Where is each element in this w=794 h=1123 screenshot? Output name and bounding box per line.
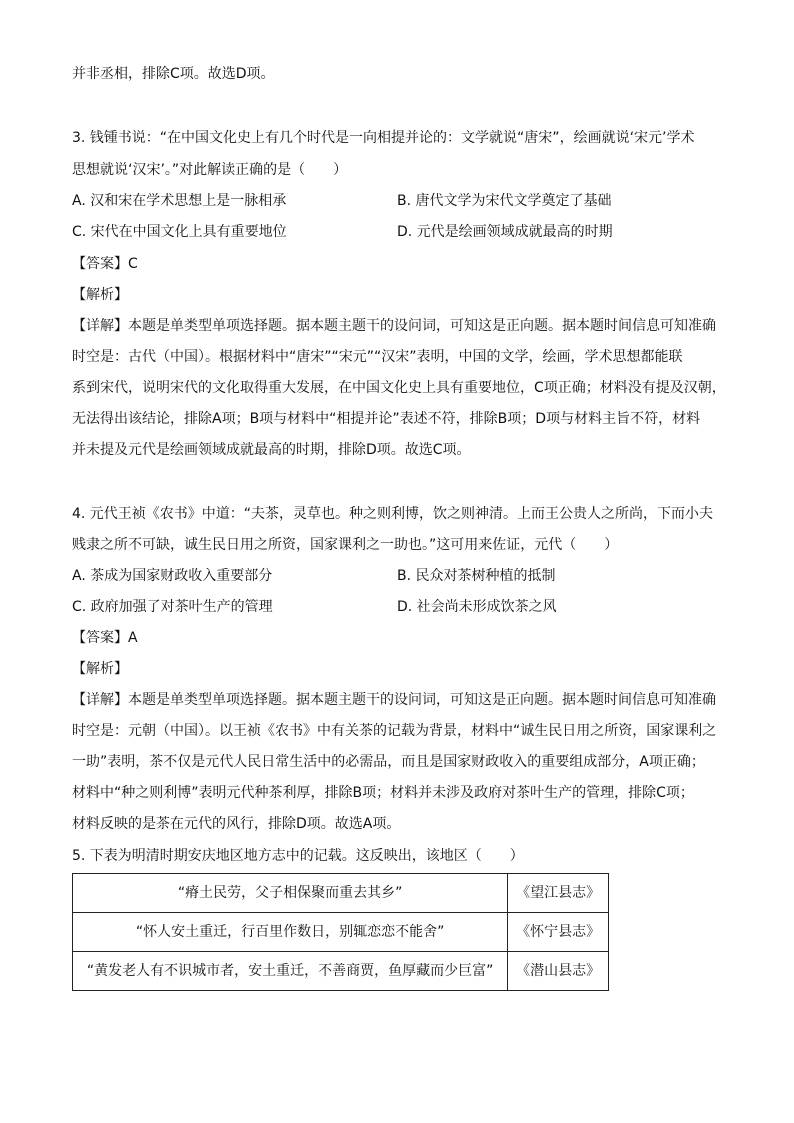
record-source: 《潜山县志》 [508, 952, 609, 991]
q4-answer: 【答案】A [72, 630, 138, 646]
q4-detail-line3: 一助”表明，茶不仅是元代人民日常生活中的必需品，而且是国家财政收入的重要组成部分，A项正确； [72, 754, 705, 770]
q4-detail-line1: 【详解】本题是单类型单项选择题。据本题主题干的设问词，可知这是正向题。据本题时间信息可知准确 [72, 692, 716, 708]
q5-records-table [72, 873, 609, 991]
q3-detail-line2: 时空是：古代（中国）。根据材料中“唐宋”“宋元”“汉宋”表明，中国的文学，绘画，学术思想都能联 [72, 349, 683, 365]
q3-option-a: A. 汉和宋在学术思想上是一脉相承 [72, 193, 287, 209]
record-quote: “怀人安土重迁，行百里作数日，别辄恋恋不能舍” [73, 913, 508, 952]
q3-option-c: C. 宋代在中国文化上具有重要地位 [72, 224, 287, 240]
q3-stem-line1: 3. 钱锺书说：“在中国文化史上有几个时代是一向相提并论的：文学就说“唐宋”，绘画就说‘宋元’学术 [72, 130, 695, 146]
q4-analysis-label: 【解析】 [72, 661, 128, 677]
q4-stem-line1: 4. 元代王祯《农书》中道：“夫茶，灵草也。种之则利博，饮之则神清。上而王公贵人之所尚，下而小夫 [72, 506, 714, 522]
q3-option-b: B. 唐代文学为宋代文学奠定了基础 [397, 193, 612, 209]
q3-detail-line1: 【详解】本题是单类型单项选择题。据本题主题干的设问词，可知这是正向题。据本题时间信息可知准确 [72, 318, 716, 334]
q4-stem-line2: 贱隶之所不可缺，诚生民日用之所资，国家课利之一助也。”这可用来佐证，元代（ ） [72, 537, 619, 553]
q5-stem: 5. 下表为明清时期安庆地区地方志中的记载。这反映出，该地区（ ） [72, 848, 524, 864]
q4-detail-line5: 材料反映的是茶在元代的风行，排除D项。故选A项。 [72, 816, 401, 832]
q3-detail-line3: 系到宋代，说明宋代的文化取得重大发展，在中国文化史上具有重要地位，C项正确；材料没有提及汉朝， [72, 380, 726, 396]
record-quote: “瘠土民劳，父子相保聚而重去其乡” [73, 874, 508, 913]
table-row [73, 874, 609, 913]
q3-detail-line5: 并未提及元代是绘画领域成就最高的时期，排除D项。故选C项。 [72, 442, 471, 458]
prev-answer-tail: 并非丞相，排除C项。故选D项。 [72, 66, 275, 82]
q4-option-d: D. 社会尚未形成饮茶之风 [397, 599, 557, 615]
record-source: 《望江县志》 [508, 874, 609, 913]
q4-detail-line4: 材料中“种之则利博”表明元代种茶利厚，排除B项；材料并未涉及政府对茶叶生产的管理，排除C项； [72, 785, 694, 801]
q3-stem-line2: 思想就说‘汉宋’。”对此解读正确的是（ ） [72, 162, 348, 178]
q3-detail-line4: 无法得出该结论，排除A项；B项与材料中“相提并论”表述不符，排除B项；D项与材料主旨不符，材料 [72, 411, 701, 427]
q3-analysis-label: 【解析】 [72, 287, 128, 303]
table-row [73, 952, 609, 991]
q4-option-c: C. 政府加强了对茶叶生产的管理 [72, 599, 273, 615]
q4-option-b: B. 民众对茶树种植的抵制 [397, 568, 556, 584]
table-row [73, 913, 609, 952]
record-quote: “黄发老人有不识城市者，安土重迁，不善商贾，鱼厚藏而少巨富” [73, 952, 508, 991]
q4-detail-line2: 时空是：元朝（中国）。以王祯《农书》中有关茶的记载为背景，材料中“诚生民日用之所资，国家课利之 [72, 723, 717, 739]
record-source: 《怀宁县志》 [508, 913, 609, 952]
q4-option-a: A. 茶成为国家财政收入重要部分 [72, 568, 273, 584]
q3-option-d: D. 元代是绘画领域成就最高的时期 [397, 224, 613, 240]
q3-answer: 【答案】C [72, 256, 138, 272]
